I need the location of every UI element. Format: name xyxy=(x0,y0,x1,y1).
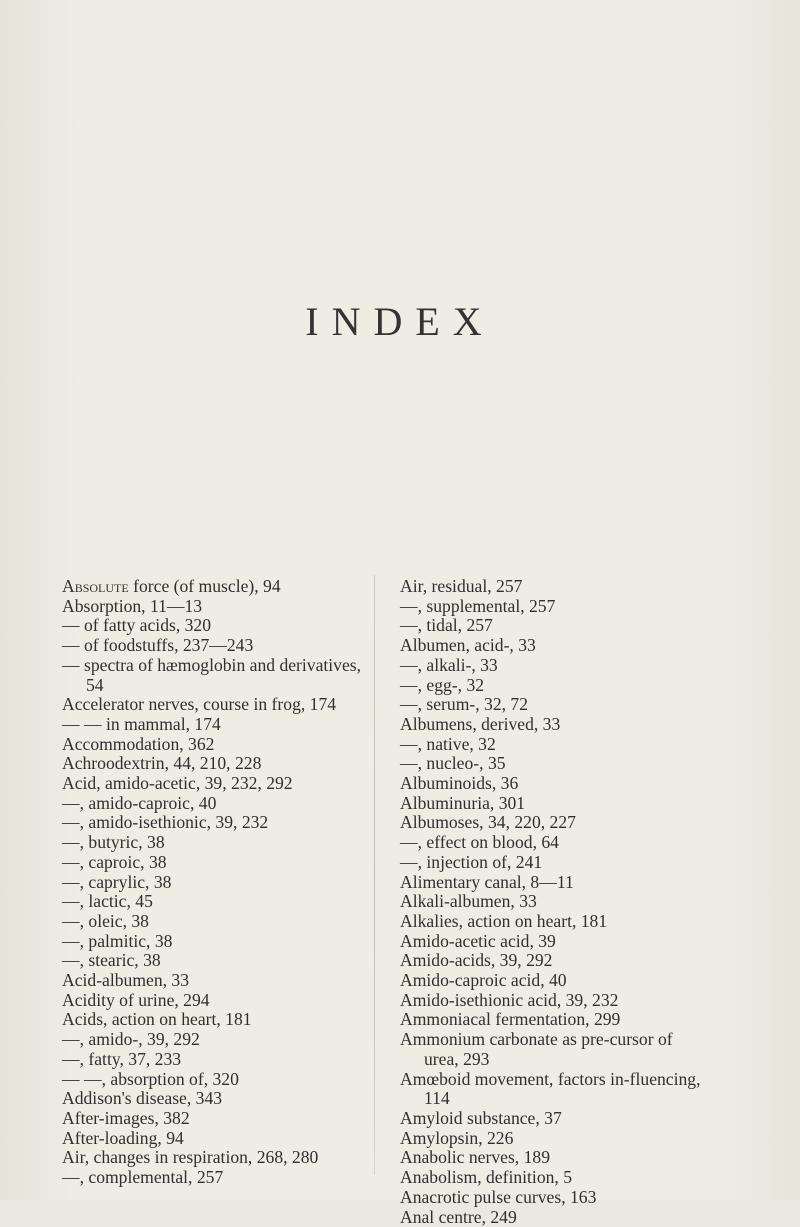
index-entry-text: Addison's disease, 343 xyxy=(62,1088,222,1108)
index-entry xyxy=(62,873,368,893)
index-entry-text: Achroodextrin, 44, 210, 228 xyxy=(62,753,261,773)
index-entry xyxy=(400,951,705,971)
index-entry-text: Acid, amido-acetic, 39, 232, 292 xyxy=(62,773,293,793)
index-entry-text: Absorption, 11—13 xyxy=(62,596,202,616)
index-entry-text: —, oleic, 38 xyxy=(62,911,149,931)
index-entry xyxy=(62,735,368,755)
index-entry-text: Anacrotic pulse curves, 163 xyxy=(400,1187,596,1207)
index-entry-text: —, amido-caproic, 40 xyxy=(62,793,216,813)
index-entry-text: Alimentary canal, 8—11 xyxy=(400,872,574,892)
index-entry-text: —, amido-isethionic, 39, 232 xyxy=(62,812,268,832)
index-entry-text: Albuminuria, 301 xyxy=(400,793,525,813)
index-entry-text: Acidity of urine, 294 xyxy=(62,990,210,1010)
index-entry xyxy=(62,1030,368,1050)
index-entry xyxy=(62,1109,368,1129)
index-entry-text: —, palmitic, 38 xyxy=(62,931,172,951)
index-entry-text: — spectra of hæmoglobin and derivatives, 54 xyxy=(62,655,361,695)
index-entry xyxy=(62,932,368,952)
index-entry-text: —, alkali-, 33 xyxy=(400,655,498,675)
index-entry-text: force (of muscle), 94 xyxy=(129,576,281,596)
index-entry xyxy=(400,774,705,794)
index-entry xyxy=(62,695,368,715)
index-entry-text: —, tidal, 257 xyxy=(400,615,493,635)
index-entry-text: Accelerator nerves, course in frog, 174 xyxy=(62,694,336,714)
index-entry xyxy=(400,912,705,932)
index-entry xyxy=(62,636,368,656)
index-entry xyxy=(400,971,705,991)
index-entry xyxy=(400,794,705,814)
index-entry-text: Ammoniacal fermentation, 299 xyxy=(400,1009,620,1029)
index-entry-text: Amido-isethionic acid, 39, 232 xyxy=(400,990,618,1010)
index-entry-text: Anal centre, 249 xyxy=(400,1207,517,1227)
index-entry-text: After-images, 382 xyxy=(62,1108,190,1128)
index-entry xyxy=(400,735,705,755)
index-entry xyxy=(62,1089,368,1109)
index-entry xyxy=(400,813,705,833)
index-entry xyxy=(400,1129,705,1149)
page-title: INDEX xyxy=(0,298,800,345)
index-entry-text: —, lactic, 45 xyxy=(62,891,153,911)
index-entry-text: — of fatty acids, 320 xyxy=(62,615,211,635)
index-entry xyxy=(62,577,368,597)
index-entry xyxy=(62,991,368,1011)
index-entry xyxy=(400,597,705,617)
index-entry xyxy=(400,1070,705,1109)
index-entry-text: —, native, 32 xyxy=(400,734,496,754)
index-entry-text: —, effect on blood, 64 xyxy=(400,832,559,852)
index-entry-text: —, serum-, 32, 72 xyxy=(400,694,528,714)
index-entry-text: — — in mammal, 174 xyxy=(62,714,221,734)
index-entry xyxy=(400,1148,705,1168)
index-entry xyxy=(400,1208,705,1227)
index-entry xyxy=(400,932,705,952)
index-entry xyxy=(400,873,705,893)
index-entry xyxy=(62,813,368,833)
index-entry-text: Amido-acids, 39, 292 xyxy=(400,950,552,970)
index-entry-text: Accommodation, 362 xyxy=(62,734,214,754)
index-entry xyxy=(400,1109,705,1129)
index-entry xyxy=(62,754,368,774)
index-entry-text: Amyloid substance, 37 xyxy=(400,1108,562,1128)
index-entry xyxy=(62,656,368,695)
index-entry xyxy=(62,597,368,617)
index-entry xyxy=(62,616,368,636)
index-entry xyxy=(400,754,705,774)
index-entry xyxy=(400,656,705,676)
index-entry-text: Acids, action on heart, 181 xyxy=(62,1009,252,1029)
index-entry-text: —, stearic, 38 xyxy=(62,950,161,970)
index-entry-text: Albumens, derived, 33 xyxy=(400,714,560,734)
index-entry-text: Albumoses, 34, 220, 227 xyxy=(400,812,576,832)
index-entry-text: Ammonium carbonate as pre-cursor of urea, 293 xyxy=(400,1029,673,1069)
index-entry-text: —, amido-, 39, 292 xyxy=(62,1029,200,1049)
index-entry-lead: Absolute xyxy=(62,576,129,596)
index-entry xyxy=(400,833,705,853)
index-entry-text: —, egg-, 32 xyxy=(400,675,484,695)
index-entry xyxy=(62,833,368,853)
index-entry-text: —, complemental, 257 xyxy=(62,1167,223,1187)
index-entry-text: —, nucleo-, 35 xyxy=(400,753,506,773)
index-entry-text: Amido-acetic acid, 39 xyxy=(400,931,556,951)
index-entry-text: — —, absorption of, 320 xyxy=(62,1069,239,1089)
column-divider xyxy=(374,575,375,1175)
index-entry xyxy=(400,892,705,912)
index-entry-text: Albumen, acid-, 33 xyxy=(400,635,536,655)
index-entry-text: Alkalies, action on heart, 181 xyxy=(400,911,607,931)
index-entry xyxy=(62,794,368,814)
index-entry xyxy=(62,971,368,991)
index-entry xyxy=(62,853,368,873)
index-entry-text: Amido-caproic acid, 40 xyxy=(400,970,567,990)
index-column-left xyxy=(62,577,368,1188)
index-entry-text: —, supplemental, 257 xyxy=(400,596,555,616)
index-column-right xyxy=(400,577,705,1227)
index-entry xyxy=(62,912,368,932)
index-entry xyxy=(62,1129,368,1149)
index-entry-text: Anabolism, definition, 5 xyxy=(400,1167,572,1187)
index-entry-text: Amœboid movement, factors in-fluencing, 114 xyxy=(400,1069,701,1109)
index-entry-text: —, fatty, 37, 233 xyxy=(62,1049,181,1069)
index-entry xyxy=(400,1010,705,1030)
index-entry-text: Air, residual, 257 xyxy=(400,576,522,596)
index-entry xyxy=(400,1030,705,1069)
index-entry xyxy=(400,1188,705,1208)
index-entry xyxy=(62,1168,368,1188)
index-entry-text: —, caproic, 38 xyxy=(62,852,167,872)
index-entry-text: Air, changes in respiration, 268, 280 xyxy=(62,1147,318,1167)
index-entry xyxy=(62,1148,368,1168)
index-entry-text: Albuminoids, 36 xyxy=(400,773,518,793)
index-entry xyxy=(62,1010,368,1030)
index-entry-text: Acid-albumen, 33 xyxy=(62,970,189,990)
index-entry xyxy=(62,715,368,735)
index-entry-text: Amylopsin, 226 xyxy=(400,1128,513,1148)
index-entry-text: After-loading, 94 xyxy=(62,1128,184,1148)
index-entry-text: Alkali-albumen, 33 xyxy=(400,891,537,911)
index-entry xyxy=(400,715,705,735)
index-entry xyxy=(400,676,705,696)
index-entry-text: —, caprylic, 38 xyxy=(62,872,171,892)
index-entry xyxy=(62,1050,368,1070)
index-entry xyxy=(62,951,368,971)
index-entry xyxy=(400,695,705,715)
index-entry xyxy=(400,577,705,597)
index-entry xyxy=(400,616,705,636)
index-entry xyxy=(400,636,705,656)
index-entry xyxy=(62,892,368,912)
index-entry-text: —, butyric, 38 xyxy=(62,832,165,852)
index-entry xyxy=(400,853,705,873)
index-entry-text: Anabolic nerves, 189 xyxy=(400,1147,550,1167)
index-entry xyxy=(400,991,705,1011)
index-entry-text: — of foodstuffs, 237—243 xyxy=(62,635,253,655)
index-entry xyxy=(62,774,368,794)
index-entry xyxy=(62,1070,368,1090)
index-entry xyxy=(400,1168,705,1188)
index-entry-text: —, injection of, 241 xyxy=(400,852,542,872)
